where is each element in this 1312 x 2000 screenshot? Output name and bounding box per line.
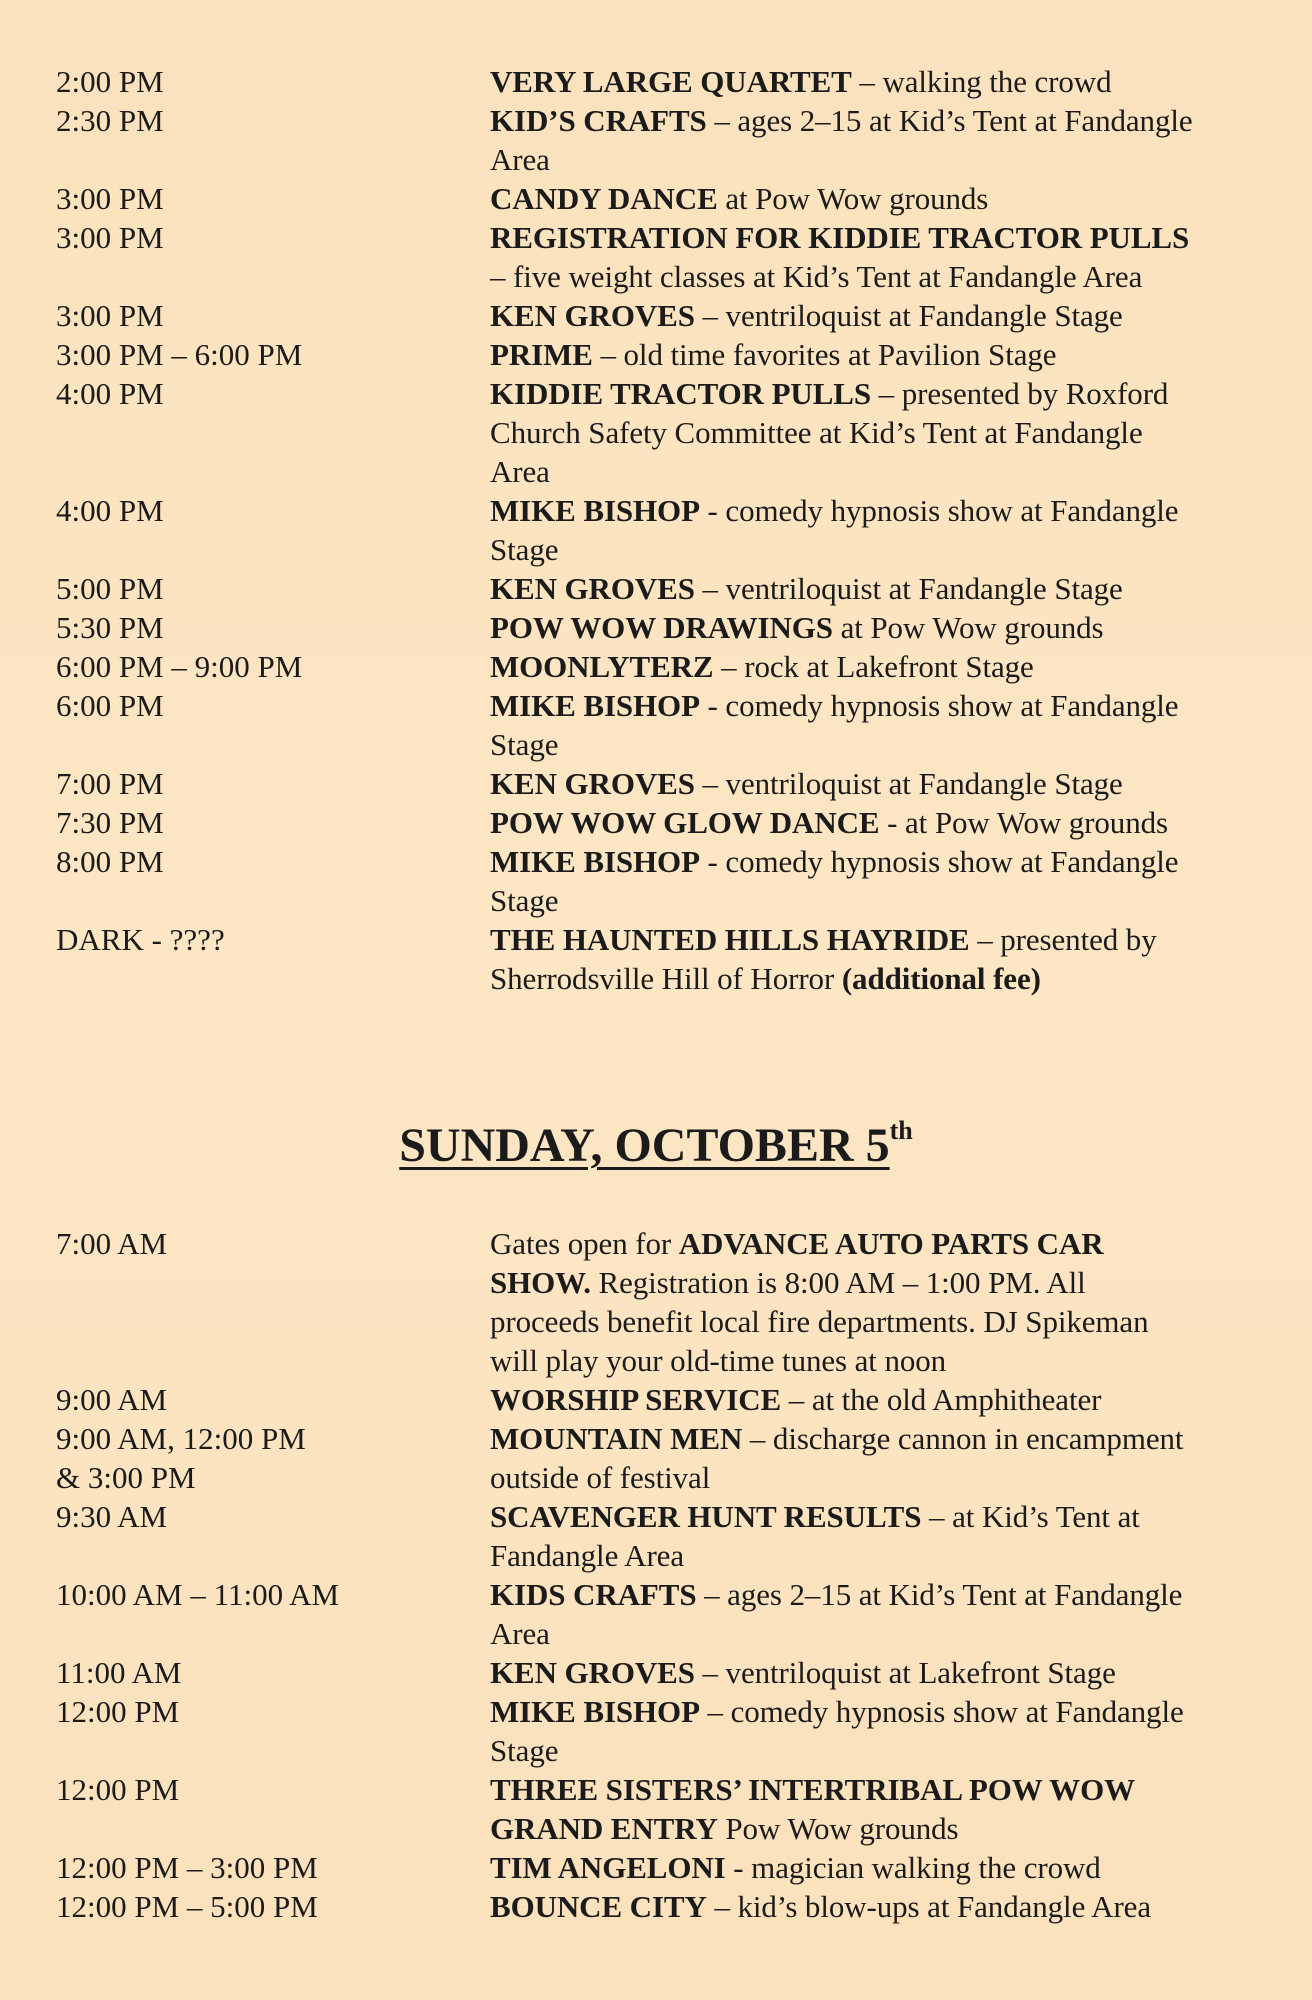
event-time: DARK - ???? xyxy=(56,922,225,957)
event-details: – presented by Sherrodsville Hill of Horror xyxy=(490,922,1157,996)
saturday-schedule xyxy=(0,62,1312,998)
event-description xyxy=(490,647,1200,686)
event-time: 3:00 PM xyxy=(56,220,164,255)
event-time: 5:00 PM xyxy=(56,571,164,606)
schedule-row xyxy=(0,335,1312,374)
event-title: KEN GROVES xyxy=(490,766,695,801)
event-details: – ventriloquist at Fandangle Stage xyxy=(694,571,1123,606)
sunday-heading-sup: th xyxy=(889,1116,913,1145)
event-title: MOUNTAIN MEN xyxy=(490,1421,743,1456)
schedule-row xyxy=(0,1653,1312,1692)
event-title: ADVANCE AUTO PARTS CAR SHOW. xyxy=(490,1226,1104,1300)
event-title: POW WOW DRAWINGS xyxy=(490,610,833,645)
event-details: at Pow Wow grounds xyxy=(832,610,1104,645)
event-details: – rock at Lakefront Stage xyxy=(713,649,1034,684)
event-time: 4:00 PM xyxy=(56,376,164,411)
schedule-row xyxy=(0,1575,1312,1653)
schedule-row xyxy=(0,569,1312,608)
event-details: – old time favorites at Pavilion Stage xyxy=(592,337,1057,372)
schedule-row xyxy=(0,101,1312,179)
event-description xyxy=(490,920,1200,998)
schedule-row xyxy=(0,1224,1312,1380)
event-title: KID’S CRAFTS xyxy=(490,103,707,138)
event-title: THREE SISTERS’ INTERTRIBAL POW WOW GRAND ENTRY xyxy=(490,1772,1135,1846)
event-time: 9:00 AM xyxy=(56,1382,168,1417)
event-description xyxy=(490,1419,1200,1497)
schedule-row xyxy=(0,491,1312,569)
event-details: at Pow Wow grounds xyxy=(717,181,989,216)
event-description xyxy=(490,1887,1200,1926)
schedule-row xyxy=(0,647,1312,686)
schedule-row xyxy=(0,1497,1312,1575)
schedule-row xyxy=(0,179,1312,218)
schedule-row xyxy=(0,1419,1312,1497)
event-time: 6:00 PM – 9:00 PM xyxy=(56,649,303,684)
event-time: 3:00 PM xyxy=(56,181,164,216)
event-details: – walking the crowd xyxy=(851,64,1112,99)
event-time: 3:00 PM xyxy=(56,298,164,333)
event-description xyxy=(490,374,1200,491)
event-time: 2:00 PM xyxy=(56,64,164,99)
event-description xyxy=(490,491,1200,569)
event-title: MIKE BISHOP xyxy=(490,493,700,528)
event-title: MIKE BISHOP xyxy=(490,688,700,723)
event-details: - comedy hypnosis show at Fandangle Stage xyxy=(490,844,1179,918)
schedule-row xyxy=(0,686,1312,764)
sunday-heading-text: SUNDAY, OCTOBER 5 xyxy=(399,1119,890,1172)
event-title: MIKE BISHOP xyxy=(490,1694,700,1729)
event-description xyxy=(490,1770,1200,1848)
event-title: WORSHIP SERVICE xyxy=(490,1382,782,1417)
event-title: CANDY DANCE xyxy=(490,181,718,216)
event-details: – ventriloquist at Fandangle Stage xyxy=(694,298,1123,333)
event-description xyxy=(490,218,1200,296)
event-details: – ventriloquist at Lakefront Stage xyxy=(694,1655,1116,1690)
event-time: 4:00 PM xyxy=(56,493,164,528)
event-description xyxy=(490,686,1200,764)
event-time: 12:00 PM – 5:00 PM xyxy=(56,1889,318,1924)
event-description xyxy=(490,335,1200,374)
event-time: 6:00 PM xyxy=(56,688,164,723)
event-details: – five weight classes at Kid’s Tent at Fandangle Area xyxy=(490,259,1143,294)
event-details: – discharge cannon in encampment outside of festival xyxy=(490,1421,1184,1495)
event-description xyxy=(490,1653,1200,1692)
event-details: Registration is 8:00 AM – 1:00 PM. All proceeds benefit local fire departments. DJ Spikeman will play your old-time tunes at noon xyxy=(490,1265,1149,1378)
event-fee-note: (additional fee) xyxy=(841,961,1041,996)
schedule-row xyxy=(0,608,1312,647)
event-description xyxy=(490,1692,1200,1770)
event-title: KEN GROVES xyxy=(490,298,695,333)
event-details: - comedy hypnosis show at Fandangle Stage xyxy=(490,493,1179,567)
event-time: 7:00 AM xyxy=(56,1226,168,1261)
sunday-schedule xyxy=(0,1224,1312,1926)
event-time: 12:00 PM xyxy=(56,1694,180,1729)
event-details: - magician walking the crowd xyxy=(725,1850,1101,1885)
event-title: MIKE BISHOP xyxy=(490,844,700,879)
schedule-row xyxy=(0,1380,1312,1419)
event-title: THE HAUNTED HILLS HAYRIDE xyxy=(490,922,970,957)
event-details: – ages 2–15 at Kid’s Tent at Fandangle Area xyxy=(490,103,1193,177)
schedule-row xyxy=(0,218,1312,296)
event-title: KEN GROVES xyxy=(490,571,695,606)
event-description xyxy=(490,62,1200,101)
event-time: 2:30 PM xyxy=(56,103,164,138)
event-description xyxy=(490,803,1200,842)
event-description xyxy=(490,1848,1200,1887)
event-title: VERY LARGE QUARTET xyxy=(490,64,852,99)
event-details: – kid’s blow-ups at Fandangle Area xyxy=(706,1889,1151,1924)
event-details: – at Kid’s Tent at Fandangle Area xyxy=(490,1499,1140,1573)
event-title: SCAVENGER HUNT RESULTS xyxy=(490,1499,922,1534)
event-details: – ventriloquist at Fandangle Stage xyxy=(694,766,1123,801)
event-title: KEN GROVES xyxy=(490,1655,695,1690)
event-description xyxy=(490,569,1200,608)
event-details: – at the old Amphitheater xyxy=(781,1382,1102,1417)
event-description xyxy=(490,764,1200,803)
event-description xyxy=(490,1380,1200,1419)
event-pre-text: Gates open for xyxy=(490,1226,679,1261)
event-title: BOUNCE CITY xyxy=(490,1889,707,1924)
event-description xyxy=(490,101,1200,179)
event-details: - comedy hypnosis show at Fandangle Stage xyxy=(490,688,1179,762)
event-title: MOONLYTERZ xyxy=(490,649,714,684)
event-details: – ages 2–15 at Kid’s Tent at Fandangle Area xyxy=(490,1577,1183,1651)
schedule-row xyxy=(0,1692,1312,1770)
event-details: – comedy hypnosis show at Fandangle Stage xyxy=(490,1694,1184,1768)
event-time: 9:00 AM, 12:00 PM & 3:00 PM xyxy=(56,1421,306,1495)
event-time: 12:00 PM xyxy=(56,1772,180,1807)
event-time: 8:00 PM xyxy=(56,844,164,879)
schedule-row xyxy=(0,920,1312,998)
event-details: – presented by Roxford Church Safety Committee at Kid’s Tent at Fandangle Area xyxy=(490,376,1169,489)
event-title: TIM ANGELONI xyxy=(490,1850,726,1885)
event-title: PRIME xyxy=(490,337,593,372)
event-time: 12:00 PM – 3:00 PM xyxy=(56,1850,318,1885)
event-description xyxy=(490,296,1200,335)
sunday-heading xyxy=(0,1116,1312,1173)
event-title: REGISTRATION FOR KIDDIE TRACTOR PULLS xyxy=(490,220,1190,255)
event-time: 3:00 PM – 6:00 PM xyxy=(56,337,303,372)
schedule-row xyxy=(0,1887,1312,1926)
event-title: POW WOW GLOW DANCE xyxy=(490,805,880,840)
event-time: 7:00 PM xyxy=(56,766,164,801)
event-description xyxy=(490,179,1200,218)
event-time: 9:30 AM xyxy=(56,1499,168,1534)
schedule-row xyxy=(0,842,1312,920)
schedule-row xyxy=(0,1848,1312,1887)
event-description xyxy=(490,1575,1200,1653)
event-details: - at Pow Wow grounds xyxy=(879,805,1168,840)
event-details: Pow Wow grounds xyxy=(717,1811,959,1846)
schedule-row xyxy=(0,62,1312,101)
schedule-row xyxy=(0,296,1312,335)
event-time: 5:30 PM xyxy=(56,610,164,645)
event-description xyxy=(490,1497,1200,1575)
event-description xyxy=(490,842,1200,920)
event-description xyxy=(490,1224,1200,1380)
schedule-row xyxy=(0,1770,1312,1848)
schedule-row xyxy=(0,374,1312,491)
event-time: 11:00 AM xyxy=(56,1655,182,1690)
event-title: KIDS CRAFTS xyxy=(490,1577,697,1612)
event-time: 10:00 AM – 11:00 AM xyxy=(56,1577,340,1612)
event-time: 7:30 PM xyxy=(56,805,164,840)
schedule-row xyxy=(0,764,1312,803)
schedule-row xyxy=(0,803,1312,842)
event-description xyxy=(490,608,1200,647)
event-title: KIDDIE TRACTOR PULLS xyxy=(490,376,872,411)
